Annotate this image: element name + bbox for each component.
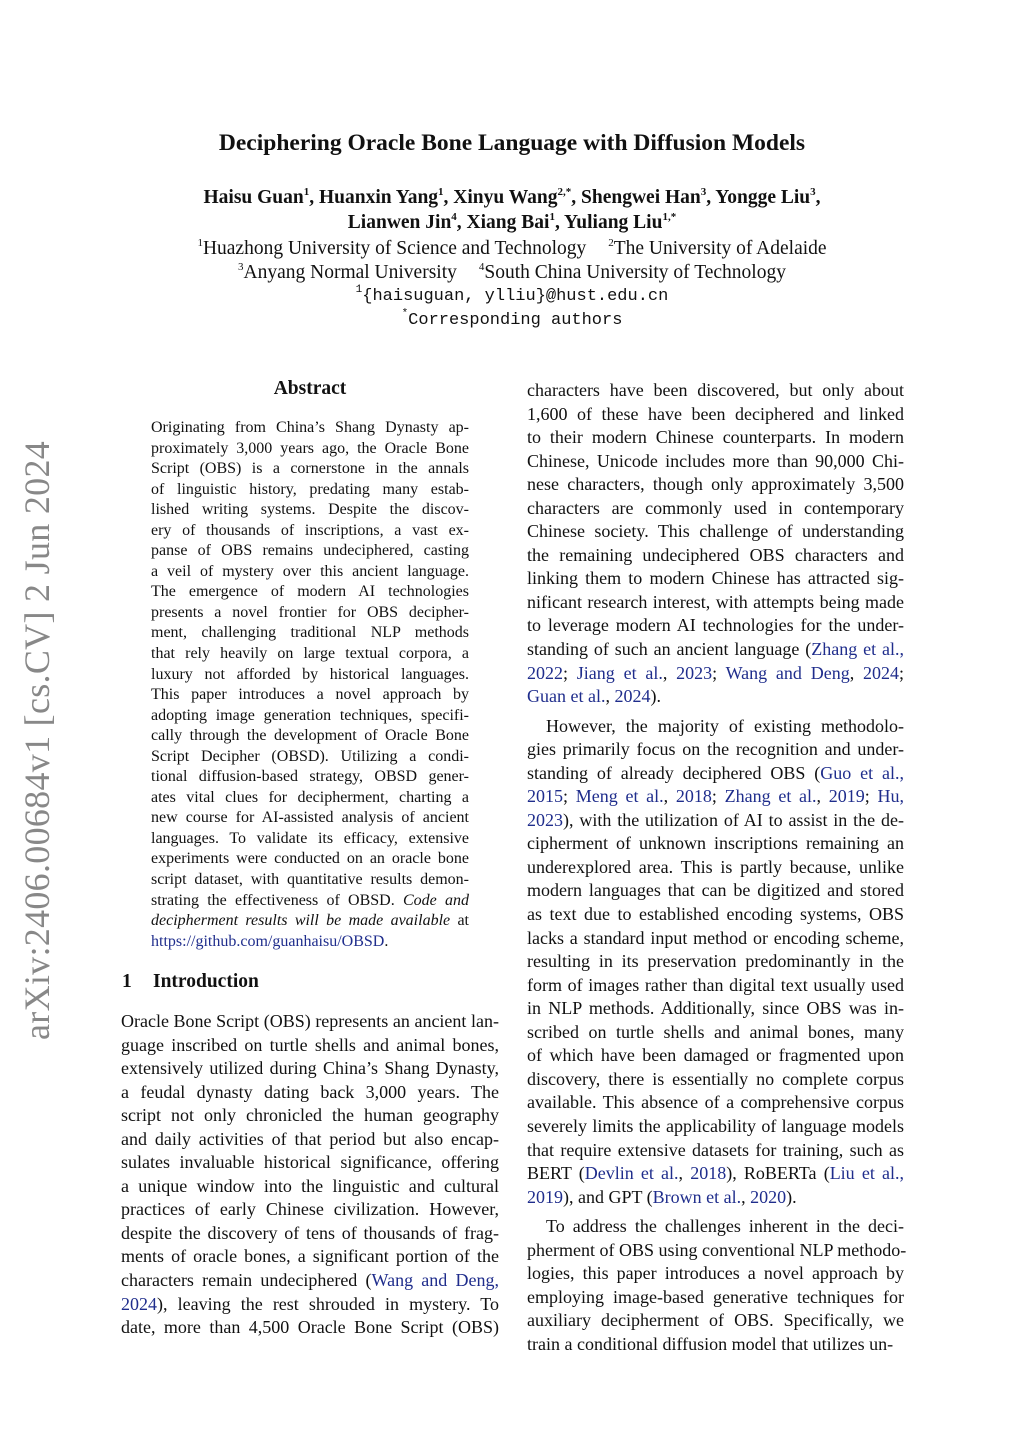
body-line: train a conditional diffusion model that utilizes un- [527,1333,894,1354]
affiliation-marker: 2 [608,237,614,249]
abstract-text: at [450,912,470,930]
abstract-line [151,891,469,912]
body-line: to leverage modern AI technologies for the under- [527,615,904,636]
abstract-line: new course for AI-assisted analysis of ancient [151,809,469,827]
body-line [121,1269,499,1293]
body-line: extensively utilized during China’s Shang Dynasty, [121,1058,499,1079]
affiliation-name: The University of Adelaide [613,238,827,259]
author-name: Xinyu Wang [453,187,558,208]
abstract-line: The emergence of modern AI technologies [151,583,469,601]
body-line: nese characters, though only approximately 3,500 [527,474,904,495]
arxiv-identifier-stamp: arXiv:2406.00684v1 [cs.CV] 2 Jun 2024 [17,440,57,1040]
left-column-body [121,1010,499,1340]
body-line: Guan et al., 2024). [527,686,661,707]
body-text: ), with the utilization of AI to assist in the de- [563,809,904,830]
citation-link[interactable]: Zhang et al., [811,639,904,660]
body-text: standing of such an ancient language ( [527,639,812,660]
abstract-line: of linguistic history, predating many estab- [151,480,469,498]
email-text[interactable]: {haisuguan, ylliu}@hust.edu.cn [362,287,669,306]
citation-link[interactable]: 2018 [690,1163,727,1184]
author-list [0,185,1024,235]
body-line: BERT (Devlin et al., 2018), RoBERTa (Liu et al., [527,1163,904,1184]
body-line: a feudal dynasty dating back 3,000 years. The [121,1081,499,1102]
section-title: Introduction [153,971,259,992]
abstract-text: strating the effectiveness of OBSD. [151,891,403,909]
body-line: guage inscribed on turtle shells and animal bones, [121,1034,499,1055]
body-line: a unique window into the linguistic and cultural [121,1175,499,1196]
body-line: despite the discovery of tens of thousands of frag- [121,1222,499,1243]
body-line: logies, this paper introduces a novel approach by [527,1263,904,1284]
code-link[interactable]: https://github.com/guanhaisu/OBSD [151,932,385,950]
abstract-line: a veil of mystery over this ancient language. [151,562,469,580]
abstract-line: tional diffusion-based strategy, OBSD gener- [151,768,469,786]
author-affiliation-marker: 1,* [662,211,677,223]
body-text: ), leaving the rest shrouded in mystery. To [157,1293,499,1314]
body-line: underexplored area. This is partly because, unlike [527,856,904,877]
abstract-line: This paper introduces a novel approach by [151,686,469,704]
abstract-line [151,911,469,932]
citation-link[interactable]: Guan et al. [527,686,606,707]
body-line: Chinese, Unicode includes more than 90,000 Chi- [527,450,904,471]
citation-link[interactable]: 2015 [527,786,563,807]
citation-link[interactable]: 2020 [750,1186,787,1207]
body-text: ), RoBERTa ( [726,1163,830,1184]
body-line: to their modern Chinese counterparts. In modern [527,427,904,448]
body-line: However, the majority of existing methodolo- [546,715,904,736]
body-line: as text due to established encoding systems, OBS [527,904,904,925]
body-line: 2019), and GPT (Brown et al., 2020). [527,1186,797,1207]
affiliation-name: Huazhong University of Science and Technology [202,238,587,259]
author-affiliation-marker: 1 [549,211,555,223]
affiliation-line-1 [0,236,1024,261]
body-line: discovery, there is essentially no complete corpus [527,1068,904,1089]
corresponding-text: Corresponding authors [408,311,623,330]
body-line: available. This absence of a comprehensive corpus [527,1092,904,1113]
author-name: Yuliang Liu [563,212,663,233]
body-line: 2015; Meng et al., 2018; Zhang et al., 2019; Hu, [527,786,905,807]
abstract-line: Script Decipher (OBSD). Utilizing a condi- [151,747,469,765]
author-name: Yongge Liu [715,187,811,208]
abstract-line: presents a novel frontier for OBS decipher- [151,603,469,621]
body-line: modern languages that can be digitized and stored [527,880,904,901]
body-line: that require extensive datasets for training, such as [527,1139,904,1160]
citation-link[interactable]: Liu et al., [829,1163,904,1184]
body-line [121,1316,499,1340]
abstract-line: script dataset, with quantitative results demon- [151,871,469,889]
body-line: employing image-based generative techniques for [527,1286,904,1307]
body-line: in NLP methods. Additionally, since OBS was in- [527,998,904,1019]
body-line: Chinese society. This challenge of understanding [527,521,904,542]
right-paragraph-2-lines [527,832,904,1162]
body-line: ments of oracle bones, a significant portion of the [121,1246,499,1267]
citation-link[interactable]: 2018 [675,786,712,807]
author-name: Haisu Guan [203,187,304,208]
abstract-body [151,418,469,952]
body-text: standing of already deciphered OBS ( [527,762,821,783]
abstract-line: that rely heavily on large textual corpora, a [151,645,469,663]
author-name: Huanxin Yang [319,187,439,208]
abstract-line: Originating from China’s Shang Dynasty ap- [151,419,469,436]
abstract-text: . [384,932,389,950]
body-line: 1,600 of these have been deciphered and linked [527,403,904,424]
citation-link[interactable]: Devlin et al. [584,1163,679,1184]
author-affiliation-marker: 4 [451,211,457,223]
citation-link[interactable]: Hu, [877,786,905,807]
body-line: scribed on turtle shells and animal bones, many [527,1021,904,1042]
body-line: characters are commonly used in contemporary [527,497,904,518]
author-emails [0,285,1024,309]
right-paragraph-3-lines [527,1215,907,1356]
body-line: lacks a standard input method or encoding scheme, [527,927,904,948]
right-column-body [527,379,907,1356]
body-line: and daily activities of that period but also encap- [121,1128,499,1149]
body-line: gies primarily focus on the recognition and under- [527,739,904,760]
abstract-line: cally through the development of Oracle Bone [151,727,469,745]
citation-link[interactable]: 2024 [121,1293,157,1314]
citation-link[interactable]: Guo et al., [820,762,905,783]
abstract-line [151,932,469,953]
author-name: Xiang Bai [466,212,550,233]
body-line: characters have been discovered, but only about [527,380,904,400]
abstract-heading: Abstract [273,378,347,399]
section-number: 1 [122,971,132,992]
body-line: pherment of OBS using conventional NLP methodo- [527,1239,907,1260]
abstract-line: luxury not afforded by historical languages. [151,665,469,683]
citation-link[interactable]: Brown et al. [652,1186,742,1207]
body-text: date, more than 4,500 Oracle Bone Script (OBS) [121,1317,499,1338]
body-line: linking them to modern Chinese has attracted sig- [527,568,904,589]
author-affiliation-marker: 1 [438,186,444,198]
body-line [527,762,904,786]
citation-link[interactable]: 2023 [676,662,713,683]
author-affiliation-marker: 3 [810,186,816,198]
body-line: cipherment of unknown inscriptions remaining an [527,833,904,854]
abstract-italic-text: Code and [402,891,469,909]
affiliation-marker: 1 [355,284,363,296]
body-line: script not only chronicled the human geography [121,1105,499,1126]
abstract-line: lished writing systems. Despite the discov- [151,501,469,519]
abstract-lines [151,418,469,891]
abstract-line: Script (OBS) is a cornerstone in the annals [151,460,469,478]
author-affiliation-marker: 3 [700,186,707,198]
affiliation-marker: 1 [197,237,203,249]
author-line-2: Lianwen Jin$^4$, Xiang Bai$^1$, Yuliang Liu$^{1,*}$ [347,211,677,233]
body-line [527,809,904,833]
corresponding-note [0,309,1024,333]
citation-link[interactable]: Wang and Deng, [371,1270,499,1291]
author-name: Shengwei Han [581,187,701,208]
citation-link[interactable]: 2023 [527,809,563,830]
body-line: practices of early Chinese civilization. However, [121,1199,499,1220]
corresponding-marker: * [401,308,409,320]
citation-link[interactable]: Wang and Deng [725,662,850,683]
affiliation-marker: 4 [478,261,485,273]
citation-link[interactable]: 2022 [527,662,563,683]
abstract-line: proximately 3,000 years ago, the Oracle Bone [151,439,469,457]
citation-link[interactable]: 2019 [828,786,865,807]
author-affiliation-marker: 1 [303,186,310,198]
citation-link[interactable]: Meng et al. [575,786,664,807]
paper-title: Deciphering Oracle Bone Language with Diffusion Models [218,130,806,156]
citation-link[interactable]: Zhang et al. [724,786,817,807]
author-affiliation-marker: 2,* [557,186,572,198]
author-line-1: Haisu Guan$^1$, Huanxin Yang$^1$, Xinyu Wang$^{2,*}$, Shengwei Han$^3$, Yongge Liu$^3$, [203,186,821,208]
abstract-line: ery of thousands of inscriptions, a vast ex- [151,521,469,539]
body-line: sulates invaluable historical significance, offering [121,1152,499,1173]
affiliation-name: Anyang Normal University [243,262,457,283]
section-heading-introduction [122,971,259,993]
body-line: Oracle Bone Script (OBS) represents an ancient lan- [121,1011,499,1031]
citation-link[interactable]: Jiang et al. [576,662,663,683]
abstract-line: adopting image generation techniques, specifi- [151,706,469,724]
body-line: To address the challenges inherent in the deci- [546,1216,904,1237]
affiliation-marker: 3 [238,261,244,273]
citation-link[interactable]: 2024 [863,662,899,683]
body-line: auxiliary decipherment of OBS. Specifically, we [527,1310,904,1331]
body-line: of which have been damaged or fragmented upon [527,1045,904,1066]
citation-link[interactable]: 2024 [614,686,651,707]
body-line: severely limits the applicability of language models [527,1115,904,1136]
abstract-line: ment, challenging traditional NLP methods [151,624,469,642]
left-column-lines [121,1010,499,1269]
body-text: ). [786,1186,797,1207]
abstract-italic-text: decipherment results will be made available [151,912,451,930]
body-line: 2022; Jiang et al., 2023; Wang and Deng, 2024; [527,662,905,683]
body-line: form of images rather than digital text usually used [527,974,904,995]
right-paragraph-1-lines [527,379,904,638]
abstract-line: languages. To validate its efficacy, extensive [151,829,469,847]
abstract-line: ates vital clues for decipherment, charting a [151,788,469,806]
affiliation-name: South China University of Technology [484,262,786,283]
author-name: Lianwen Jin [347,212,452,233]
body-line: resulting in its preservation predominantly in the [527,951,904,972]
body-text: characters remain undeciphered ( [121,1270,372,1291]
abstract-line: panse of OBS remains undeciphered, casting [151,542,469,560]
body-line: nificant research interest, with attempts being made [527,591,904,612]
body-line [121,1293,499,1317]
body-text: ). [650,686,661,707]
body-line [527,638,904,662]
affiliation-line-2 [0,260,1024,285]
citation-link[interactable]: 2019 [527,1186,563,1207]
body-line: the remaining undeciphered OBS characters and [527,544,904,565]
abstract-line: experiments were conducted on an oracle bone [151,850,469,868]
body-text: BERT ( [527,1163,585,1184]
body-text: ), and GPT ( [563,1186,653,1207]
